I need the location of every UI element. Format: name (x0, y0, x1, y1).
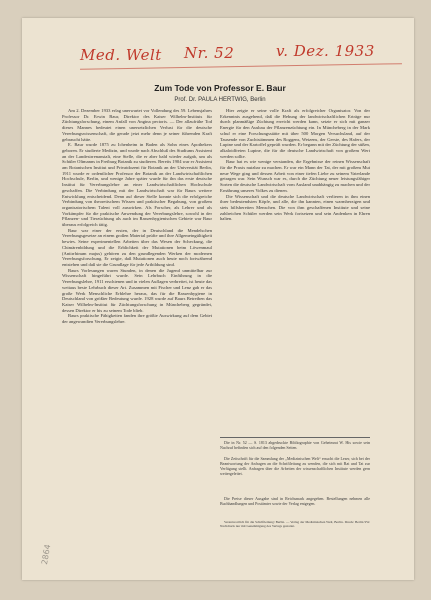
paragraph: Am 2. Dezember 1933 erlag unerwartet vor Vollendung des 59. Lebensjahres Professor Dr. Erwin Baur, Direktor des Kaiser Wilhelm-Instituts für Züchtungsforschung, einem Anfall von Angina pectoris. — Der allzufrühe Tod dieses Mannes bedeutet einen unersetzlichen Verlust für die deutsche Vererbungswissenschaft, die gerade jetzt mehr denn je seiner führenden Kraft gebraucht hätte. (62, 108, 212, 142)
paragraph: E. Baur wurde 1875 zu Ichenheim in Baden als Sohn eines Apothekers geboren. Er studierte Medizin, und wurde nach Abschluß des Studiums Assistent an der Landesirrenanstalt, eine Stelle, die er aber bald wieder aufgab, um als Schüler Oltmanns in Freiburg Botanik zu studieren. Bereits 1904 war er Assistent am Botanischen Institut und Privatdozent für Botanik an der Universität Berlin, 1911 wurde er ordentlicher Professor der Botanik an der Landwirtschaftlichen Hochschule, Berlin, und wenige Jahre später wurde für ihn das erste deutsche Institut für Vererbungslehre an einer Landwirtschaftlichen Hochschule geschaffen. Die Verbindung mit der Landwirtschaft war für Baurs weitere Entwicklung entscheidend. Denn auf dieser Stelle konnte sich die erfolgreiche Verbindung von theoretischem Wissen und praktischer Begabung, von großem organisatorischem Talent voll auswirken. Als Forscher, als Lehrer und als Vorkämpfer für die praktische Anwendung der Vererbungslehre, sowohl in der Pflanzen- und Tierzüchtung als auch im Rassenhygienischen Gebiete war Baur überaus erfolgreich tätig. (62, 142, 212, 228)
note-underline (80, 63, 402, 70)
paragraph: Baur war einer der ersten, der in Deutschland die Mendelschen Vererbungsgesetze an einem großen Material prüfte und ihre Allgemeingültigkeit bewies. Seine experimentellen Arbeiten über das Wesen der Scheckung, die Chimärenbildung und die Erblichkeit der Mutationen beim Löwenmaul (Antirrhinum majus) gehören zu den grundlegenden Werken der modernen Vererbungsforschung. Er zeigte, daß Mutationen auch heute noch fortwährend entstehen und daß sie die Grundlage für jede Artbildung sind. (62, 227, 212, 267)
footnote (220, 496, 370, 507)
note-date: v. Dez. 1933 (276, 42, 375, 60)
note-issue: Nr. 52 (184, 44, 235, 62)
footnote (220, 440, 370, 451)
footnote (220, 456, 370, 477)
note-publication: Med. Welt (80, 46, 162, 64)
article-byline: Prof. Dr. PAULA HERTWIG, Berlin (174, 97, 266, 103)
paragraph: Baurs Vorlesungen waren Stunden, in denen die Jugend unmittelbar zur Wissenschaft hingeführt wurde. Sein Lehrbuch Einführung in die Vererbungslehre, 1911 erschienen und in vielen Auflagen verbreitet, ist heute das weitaus beste Lehrbuch dieser Art. Zusammen mit Fischer und Lenz gab er das große Werk Menschliche Erblehre heraus, das für die Rassenhygiene in Deutschland von größter Bedeutung wurde. 1928 wurde auf Baurs Betreiben das Kaiser Wilhelm-Institut für Züchtungsforschung in Müncheberg gegründet, dessen Direktor er bis zu seinem Tode blieb. (62, 267, 212, 313)
pencil-mark: 2864 (39, 543, 53, 566)
footnote (220, 520, 370, 530)
footnote-divider (220, 437, 370, 438)
footnote-text: Die Preise dieser Ausgabe sind in Reichsmark angegeben. Bestellungen nehmen alle Buchhandlungen und Postämter sowie der Verlag entgegen. (220, 496, 370, 507)
article-title: Zum Tode von Professor E. Baur (154, 83, 286, 93)
paragraph: Baurs praktische Fähigkeiten fanden ihre größte Auswirkung auf dem Gebiet der angewandten Vererbungslehre. (62, 313, 212, 325)
footnote-text: Die in Nr. 52 — S. 1813 abgedruckte Bibliographie von Geheimrat W. His sowie sein Nachruf befinden sich auf den folgenden Seiten. (220, 440, 370, 451)
paragraph: Die Wissenschaft und die deutsche Landwirtschaft verlieren in ihm einen ihrer bedeutendsten Köpfe, und alle, die ihn kannten, einen warmherzigen und stets hilfsbereiten Menschen. Die von ihm geschaffenen Institute und seine zahlreichen Schüler werden sein Werk fortsetzen und sein Andenken in Ehren halten. (220, 193, 370, 222)
right-column (220, 108, 370, 433)
paragraph: Baur hat es wie wenige verstanden, die Ergebnisse der reinen Wissenschaft für die Praxis nutzbar zu machen. Er war ein Mann der Tat, der mit großem Mut neue Wege ging und dessen Arbeit von einer tiefen Liebe zu seinem Vaterlande getragen war. Sein Wunsch war es, durch die Züchtung neuer leistungsfähiger Sorten die deutsche Landwirtschaft vom Ausland unabhängig zu machen und der Ernährung unseres Volkes zu dienen. (220, 159, 370, 193)
paragraph: Hier zeigte er seine volle Kraft als erfolgreicher Organisator. Von der Erkenntnis ausgehend, daß die Hebung der landwirtschaftlichen Erträge nur durch planmäßige Züchtung erreicht werden kann, setzte er sich mit ganzer Energie für den Ausbau der Pflanzenzüchtung ein. In Müncheberg in der Mark schuf er eine Forschungsstätte mit über 500 Morgen Versuchsland, auf der Tausende von Zuchtstämmen des Roggens, Weizens, der Gerste, des Hafers, der Lupine und der Kartoffel geprüft wurden. Er begann mit der Züchtung der süßen, alkaloidfreien Lupine, die für die deutsche Landwirtschaft von großem Wert werden sollte. (220, 108, 370, 159)
left-column (62, 108, 212, 530)
footnote-text: Verantwortlich für die Schriftleitung: Berlin. — Verlag der Medizinischen Welt, Berlin. Druck: Berlin SW. Nachdruck nur mit Genehmigung des Verlags gestattet. (220, 520, 370, 529)
footnote-text: Die Zeitschrift für die Sammlung der „Medizinischen Welt“ ersucht die Leser, sich bei der Beantwortung der Anfragen an die Schriftleitung zu wenden, die sich mit Rat und Tat zur Verfügung stellt. Anfragen über die Arbeiten der wissenschaftlichen Institute werden gern weitergeleitet. (220, 456, 370, 477)
handwritten-note (80, 30, 410, 70)
